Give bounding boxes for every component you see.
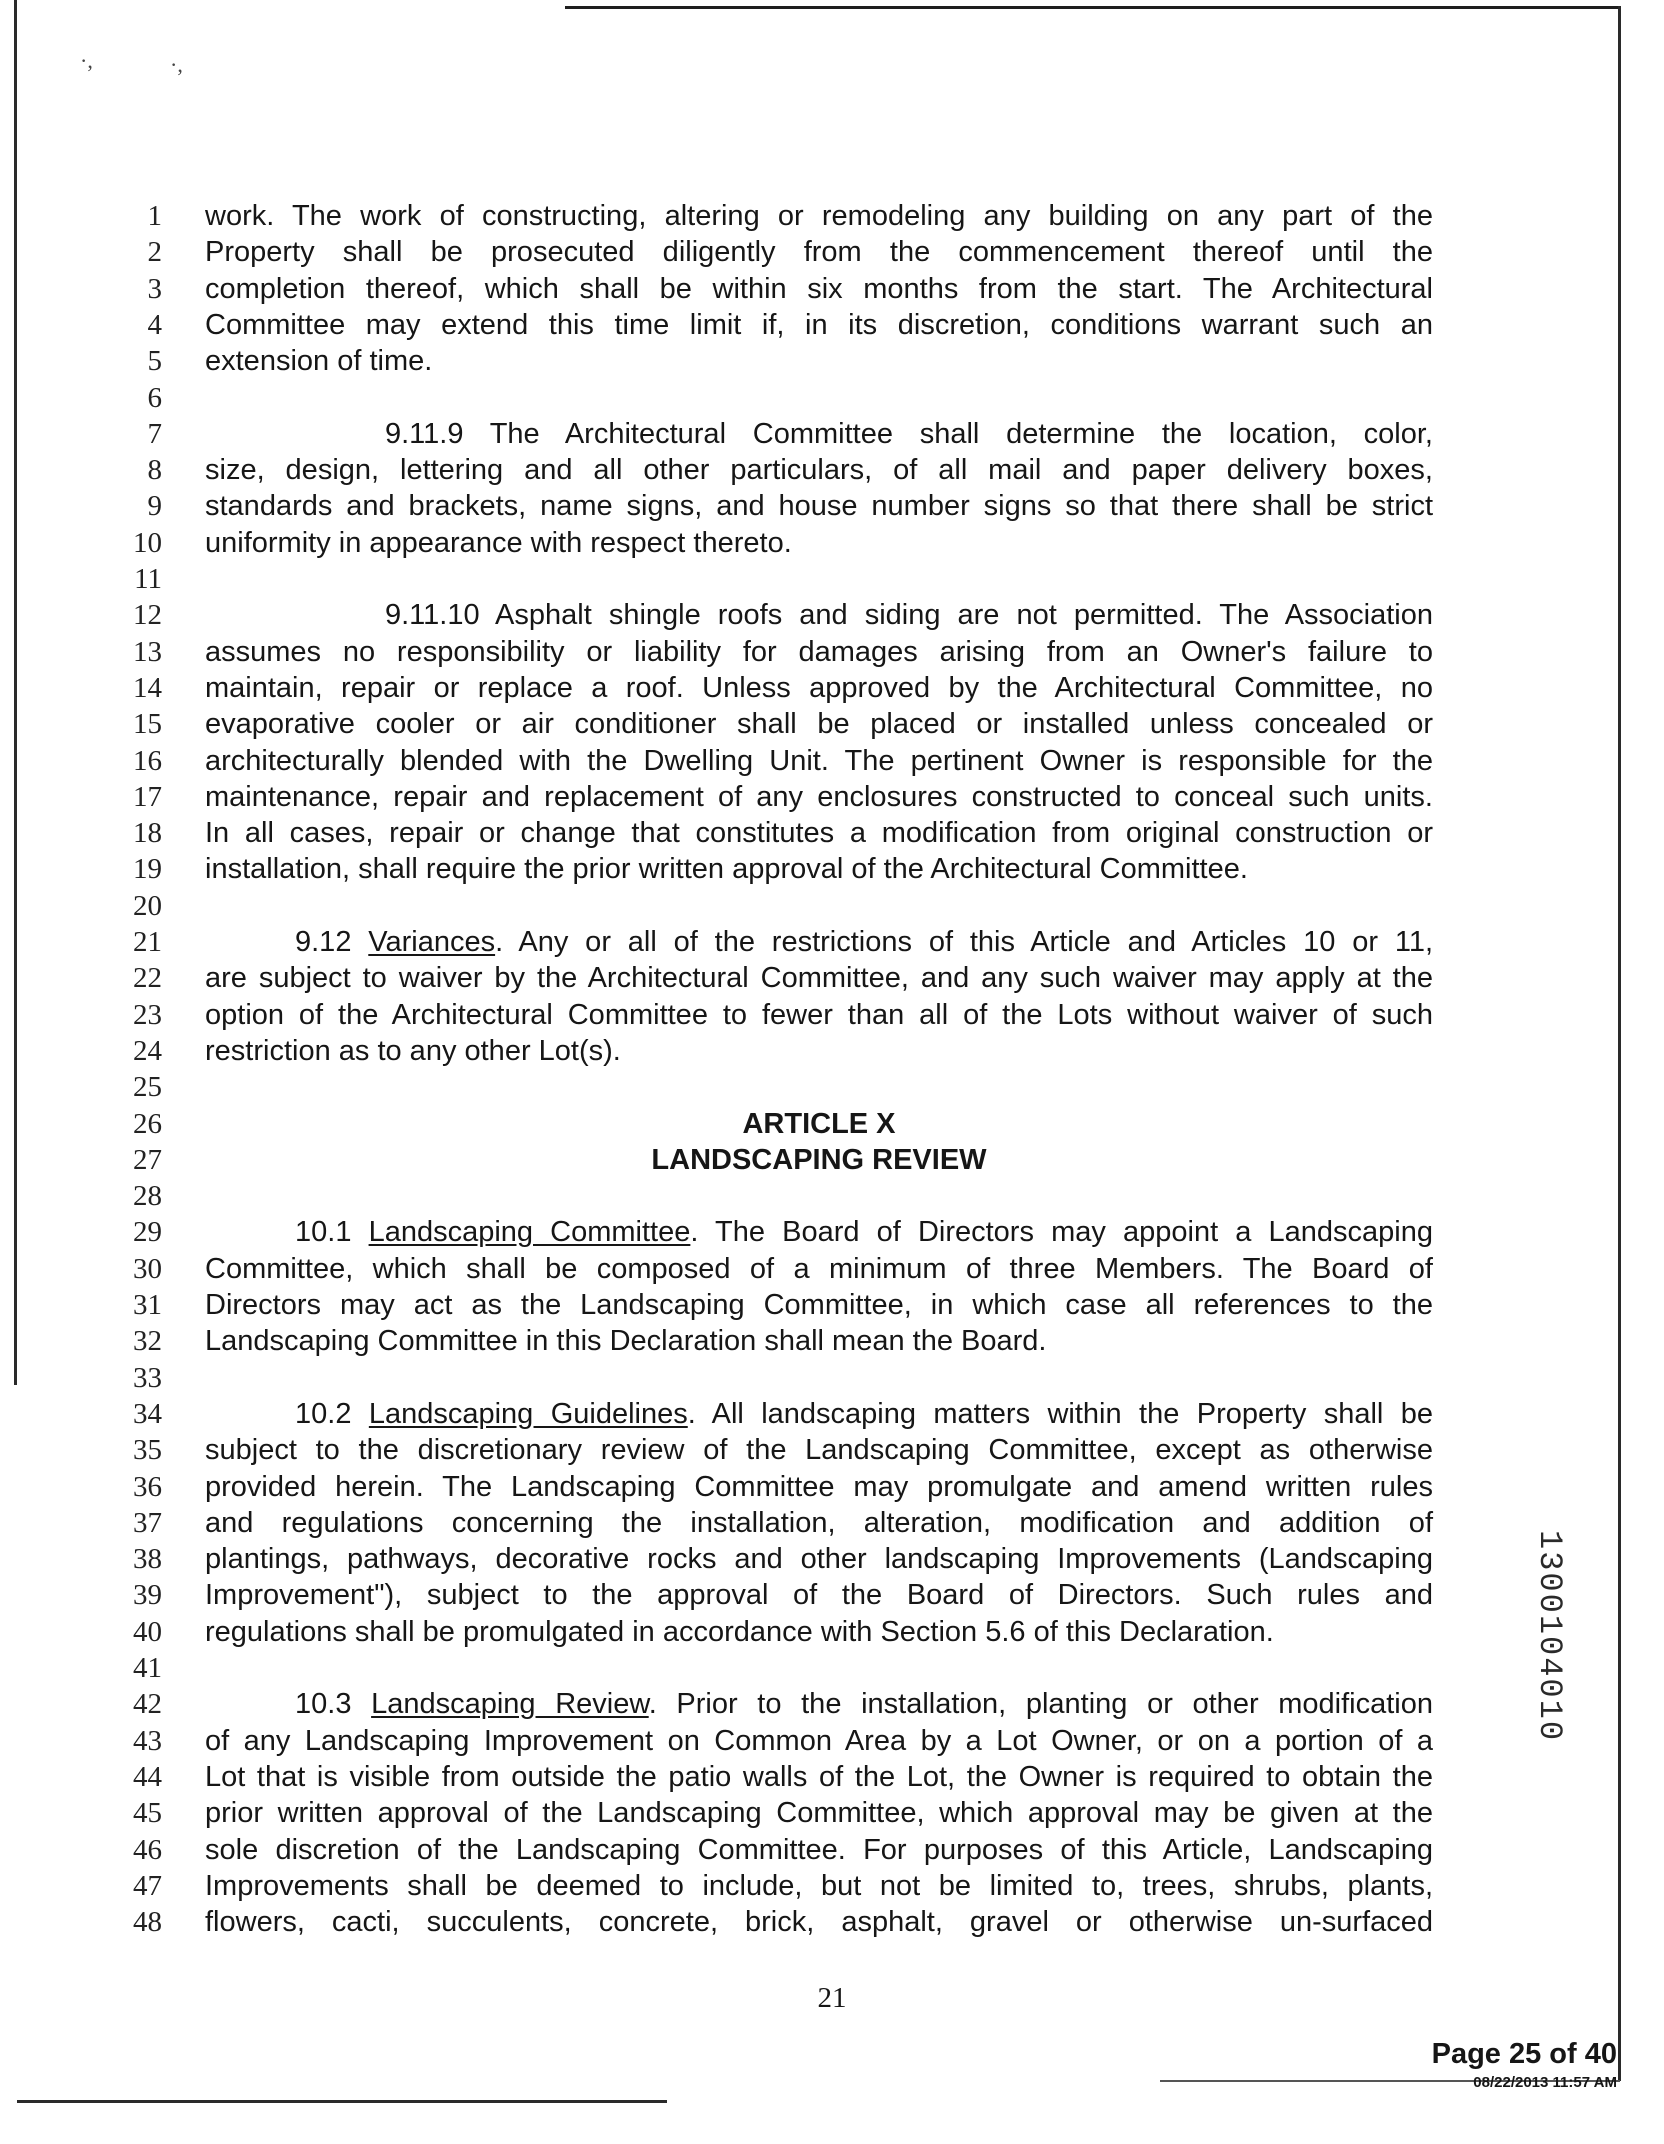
line-number: 38 — [133, 1543, 162, 1576]
line-text: installation, shall require the prior written approval of the Architectural Committee. — [205, 853, 1248, 886]
bottom-border — [17, 2100, 667, 2103]
line-text: work. The work of constructing, altering or remodeling any building on any part of the — [205, 200, 1433, 232]
document-line — [0, 1033, 1664, 1069]
line-number: 29 — [133, 1216, 162, 1249]
document-line — [0, 525, 1664, 561]
document-line — [0, 1142, 1664, 1178]
document-line — [0, 779, 1664, 815]
line-number: 47 — [133, 1869, 162, 1902]
document-line — [0, 997, 1664, 1033]
document-line — [0, 198, 1664, 234]
page-number: 21 — [817, 1982, 847, 2014]
line-number: 35 — [133, 1434, 162, 1467]
line-number: 7 — [147, 417, 162, 450]
line-number: 40 — [133, 1615, 162, 1648]
document-line — [0, 706, 1664, 742]
line-number: 12 — [133, 599, 162, 632]
document-line — [0, 1832, 1664, 1868]
document-line — [0, 815, 1664, 851]
line-text: ARTICLE X — [742, 1107, 896, 1140]
document-line — [0, 1795, 1664, 1831]
document-line — [0, 924, 1664, 960]
document-line — [0, 1178, 1664, 1214]
line-text: size, design, lettering and all other particulars, of all mail and paper delivery boxes, — [205, 454, 1433, 487]
document-line — [0, 1469, 1664, 1505]
document-line — [0, 1614, 1664, 1650]
line-number: 44 — [133, 1760, 162, 1793]
line-number: 10 — [133, 526, 162, 559]
line-number: 31 — [133, 1289, 162, 1321]
page-of-indicator: Page 25 of 40 — [1431, 2038, 1617, 2070]
line-number: 32 — [133, 1325, 162, 1358]
document-line — [0, 1904, 1664, 1940]
document-line — [0, 1541, 1664, 1577]
document-line — [0, 1432, 1664, 1468]
line-number: 6 — [147, 381, 162, 414]
line-number: 4 — [147, 308, 162, 341]
document-line — [0, 1251, 1664, 1287]
document-line — [0, 1214, 1664, 1250]
line-number: 30 — [133, 1252, 162, 1285]
line-number: 13 — [133, 635, 162, 668]
scan-speck: ·, — [80, 48, 93, 73]
line-text: completion thereof, which shall be within six months from the start. The Architectural — [205, 272, 1433, 305]
line-text: 9.11.10 Asphalt shingle roofs and siding are not permitted. The Association — [385, 599, 1433, 632]
line-number: 2 — [147, 236, 162, 269]
line-number: 11 — [134, 563, 162, 595]
recording-stamp: 1300104010 — [1531, 1530, 1568, 1743]
document-line — [0, 597, 1664, 633]
document-line — [0, 1868, 1664, 1904]
line-number: 37 — [133, 1506, 162, 1539]
scan-speck: ·, — [170, 52, 183, 77]
line-number: 15 — [133, 708, 162, 741]
line-number: 23 — [133, 998, 162, 1031]
line-text: Lot that is visible from outside the patio walls of the Lot, the Owner is required to obtain the — [205, 1760, 1433, 1793]
line-text: Property shall be prosecuted diligently from the commencement thereof until the — [205, 236, 1433, 269]
line-number: 48 — [133, 1906, 162, 1939]
document-line — [0, 1650, 1664, 1686]
document-line — [0, 343, 1664, 379]
document-line — [0, 1577, 1664, 1613]
line-number: 46 — [133, 1833, 162, 1866]
line-number: 26 — [133, 1107, 162, 1140]
document-line — [0, 960, 1664, 996]
line-number: 1 — [147, 200, 162, 232]
line-text: sole discretion of the Landscaping Committee. For purposes of this Article, Landscaping — [205, 1833, 1433, 1866]
document-line — [0, 1360, 1664, 1396]
line-number: 17 — [133, 780, 162, 813]
document-line — [0, 380, 1664, 416]
line-text: restriction as to any other Lot(s). — [205, 1034, 621, 1067]
line-number: 34 — [133, 1397, 162, 1430]
line-text: 9.11.9 The Architectural Committee shall determine the location, color, — [385, 417, 1433, 450]
recording-timestamp: 08/22/2013 11:57 AM — [1473, 2074, 1617, 2091]
line-text: subject to the discretionary review of the Landscaping Committee, except as otherwise — [205, 1434, 1433, 1467]
line-text: option of the Architectural Committee to fewer than all of the Lots without waiver of such — [205, 998, 1433, 1031]
document-line — [0, 416, 1664, 452]
document-line — [0, 634, 1664, 670]
line-number: 28 — [133, 1180, 162, 1213]
line-number: 22 — [133, 962, 162, 995]
line-text: provided herein. The Landscaping Committee may promulgate and amend written rules — [205, 1470, 1433, 1503]
line-number: 39 — [133, 1579, 162, 1612]
line-text: Improvements shall be deemed to include, but not be limited to, trees, shrubs, plants, — [205, 1869, 1433, 1902]
line-text: Landscaping Committee in this Declaration shall mean the Board. — [205, 1325, 1047, 1358]
line-text: plantings, pathways, decorative rocks and other landscaping Improvements (Landscaping — [205, 1543, 1433, 1576]
line-text: assumes no responsibility or liability for damages arising from an Owner's failure to — [205, 635, 1433, 668]
line-text: standards and brackets, name signs, and house number signs so that there shall be strict — [205, 490, 1433, 523]
line-text: regulations shall be promulgated in accordance with Section 5.6 of this Declaration. — [205, 1615, 1274, 1648]
line-number: 18 — [133, 817, 162, 850]
document-line — [0, 888, 1664, 924]
line-number: 16 — [133, 744, 162, 777]
line-text: Directors may act as the Landscaping Committee, in which case all references to the — [205, 1289, 1433, 1321]
document-line — [0, 1759, 1664, 1795]
document-line — [0, 1505, 1664, 1541]
line-number: 3 — [147, 272, 162, 305]
line-text: Committee may extend this time limit if, in its discretion, conditions warrant such an — [205, 308, 1433, 341]
line-text: maintain, repair or replace a roof. Unless approved by the Architectural Committee, no — [205, 671, 1433, 704]
section-heading-underlined: Landscaping Committee — [368, 1216, 691, 1249]
document-line — [0, 271, 1664, 307]
line-text: extension of time. — [205, 345, 433, 378]
line-text: evaporative cooler or air conditioner shall be placed or installed unless concealed or — [205, 708, 1433, 741]
line-number: 25 — [133, 1071, 162, 1104]
line-text: architecturally blended with the Dwelling Unit. The pertinent Owner is responsible for the — [205, 744, 1433, 777]
document-line — [0, 452, 1664, 488]
line-text: 10.1 Landscaping Committee. The Board of Directors may appoint a Landscaping — [295, 1216, 1433, 1249]
line-text: prior written approval of the Landscaping Committee, which approval may be given at the — [205, 1797, 1433, 1830]
line-number: 33 — [133, 1361, 162, 1394]
document-line — [0, 851, 1664, 887]
document-line — [0, 1287, 1664, 1323]
top-border — [565, 6, 1620, 9]
line-text: and regulations concerning the installation, alteration, modification and addition of — [205, 1506, 1433, 1539]
line-text: In all cases, repair or change that constitutes a modification from original construction or — [205, 817, 1433, 850]
section-heading-underlined: Variances — [368, 926, 496, 958]
line-number: 24 — [133, 1034, 162, 1067]
document-line — [0, 488, 1664, 524]
document-line — [0, 743, 1664, 779]
line-text: Committee, which shall be composed of a minimum of three Members. The Board of — [205, 1252, 1433, 1285]
document-line — [0, 1106, 1664, 1142]
line-text: maintenance, repair and replacement of any enclosures constructed to conceal such units. — [205, 780, 1433, 813]
line-text: flowers, cacti, succulents, concrete, brick, asphalt, gravel or otherwise un-surfaced — [205, 1906, 1433, 1939]
line-text: 10.3 Landscaping Review. Prior to the installation, planting or other modification — [295, 1688, 1433, 1721]
line-number: 14 — [133, 671, 162, 704]
document-line — [0, 307, 1664, 343]
line-number: 43 — [133, 1724, 162, 1757]
line-number: 27 — [133, 1143, 162, 1176]
line-text: Improvement"), subject to the approval of the Board of Directors. Such rules and — [205, 1579, 1433, 1612]
line-number: 8 — [147, 454, 162, 487]
document-line — [0, 1323, 1664, 1359]
line-number: 5 — [147, 345, 162, 378]
line-text: LANDSCAPING REVIEW — [651, 1143, 987, 1176]
line-number: 21 — [133, 926, 162, 958]
document-line — [0, 1686, 1664, 1722]
document-line — [0, 1396, 1664, 1432]
line-text: of any Landscaping Improvement on Common Area by a Lot Owner, or on a portion of a — [205, 1724, 1433, 1757]
line-number: 45 — [133, 1797, 162, 1830]
document-line — [0, 234, 1664, 270]
line-number: 19 — [133, 853, 162, 886]
section-heading-underlined: Landscaping Guidelines — [368, 1397, 688, 1430]
line-number: 42 — [133, 1688, 162, 1721]
line-text: are subject to waiver by the Architectural Committee, and any such waiver may apply at the — [205, 962, 1433, 995]
section-heading-underlined: Landscaping Review — [371, 1688, 649, 1721]
line-text: uniformity in appearance with respect thereto. — [205, 526, 792, 559]
line-text: 10.2 Landscaping Guidelines. All landscaping matters within the Property shall be — [295, 1397, 1434, 1430]
document-line — [0, 670, 1664, 706]
line-number: 9 — [147, 490, 162, 523]
line-number: 36 — [133, 1470, 162, 1503]
line-number: 20 — [133, 889, 162, 922]
line-number: 41 — [133, 1652, 162, 1684]
line-text: 9.12 Variances. Any or all of the restrictions of this Article and Articles 10 or 11, — [295, 926, 1434, 958]
document-line — [0, 1723, 1664, 1759]
document-line — [0, 1069, 1664, 1105]
document-line — [0, 561, 1664, 597]
